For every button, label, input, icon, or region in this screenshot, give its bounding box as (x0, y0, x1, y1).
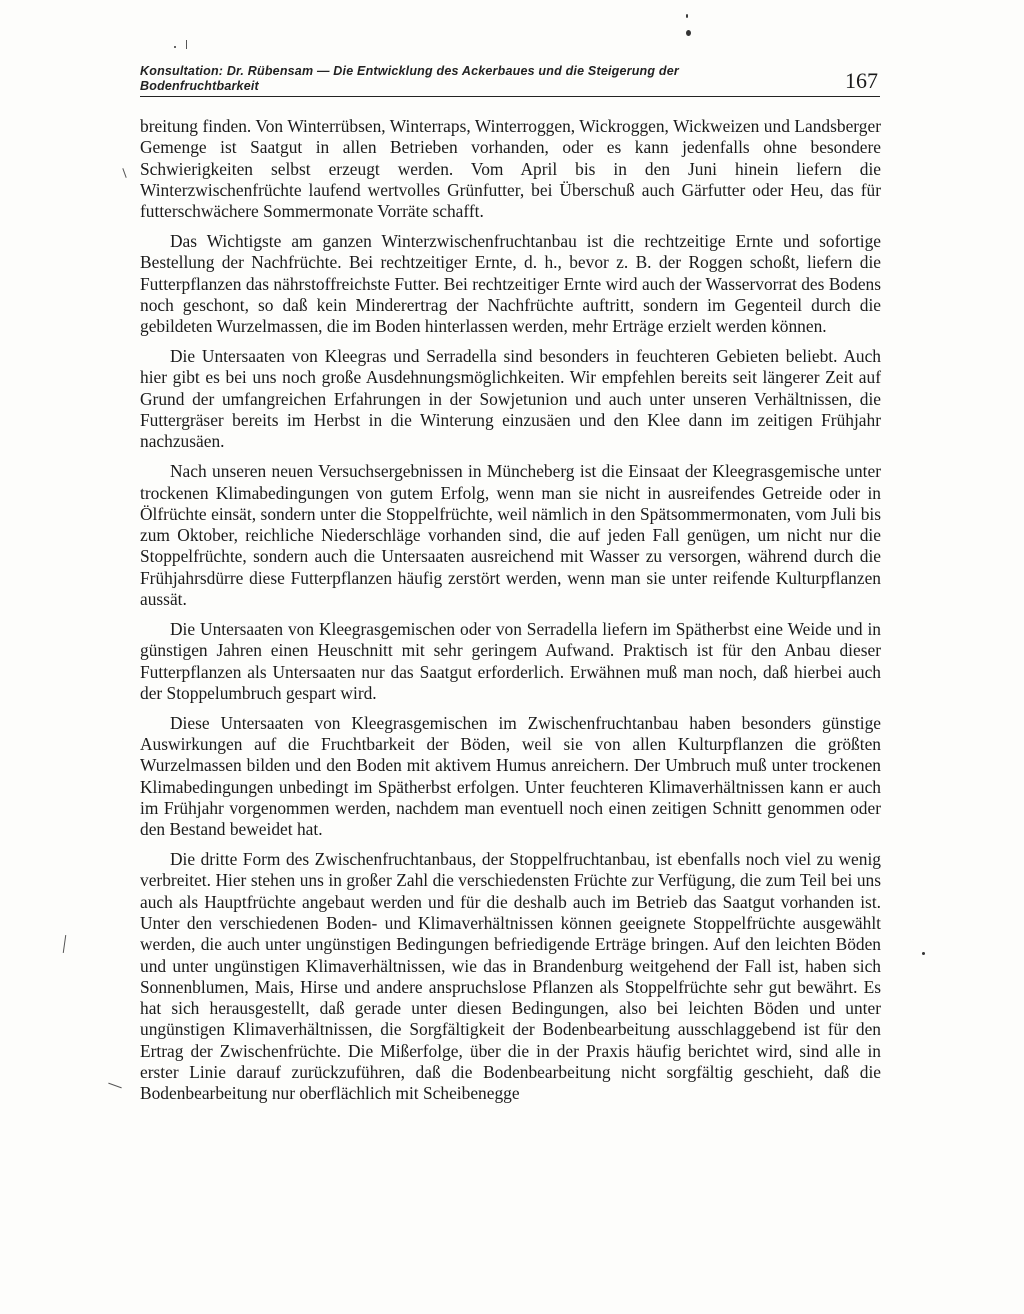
body-text (140, 116, 881, 1113)
header-line-1: Konsultation: Dr. Rübensam — Die Entwicklung des Ackerbaues und die Steigerung der (140, 64, 679, 78)
paragraph-3: Die Untersaaten von Kleegras und Serradella sind besonders in feuchteren Gebieten beliebt. Auch hier gibt es bei uns noch große Ausdehnungsmöglichkeiten. Wir empfehlen bereits seit längerer Zeit auf Grund der umfangreichen Erfahrungen in der Sowjetunion und auch unter unseren Verhältnissen, die Futtergräser bereits im Herbst in die Winterung einzusäen und den Klee dann im zeitigen Frühjahr nachzusäen. (140, 346, 881, 452)
paragraph-5: Die Untersaaten von Kleegrasgemischen oder von Serradella liefern im Spätherbst eine Weide und in günstigen Jahren einen Heuschnitt mit sehr geringem Aufwand. Praktisch ist für den Anbau dieser Futterpflanzen als Untersaaten nur das Saatgut erforderlich. Erwähnen muß man noch, daß hierbei auch der Stoppelumbruch gespart wird. (140, 618, 881, 703)
page-number: 167 (845, 68, 878, 93)
scan-speck (686, 14, 688, 18)
scan-mark (186, 40, 187, 49)
scan-speck (922, 952, 925, 955)
scan-speck (686, 30, 691, 36)
header-title (140, 64, 820, 94)
scan-mark (122, 168, 126, 178)
paragraph-6: Diese Untersaaten von Kleegrasgemischen im Zwischenfruchtanbau haben besonders günstige Auswirkungen auf die Fruchtbarkeit der Böden, weil sie von allen Kulturpflanzen die größten Wurzelmassen bilden und den Boden mit aktivem Humus anreichern. Der Umbruch muß unter trockenen Klimabedingungen unbedingt im Spätherbst erfolgen. Unter feuchteren Klimaverhältnissen kann er auch im Frühjahr vorgenommen werden, nachdem man eventuell noch einen zeitigen Schnitt genommen oder den Bestand beweidet hat. (140, 712, 881, 840)
paragraph-2: Das Wichtigste am ganzen Winterzwischenfruchtanbau ist die rechtzeitige Ernte und sofortige Bestellung der Nachfrüchte. Bei rechtzeitiger Ernte, d. h., bevor z. B. der Roggen schoßt, liefern die Futterpflanzen das nährstoffreichste Futter. Bei rechtzeitiger Ernte wird auch der Wasservorrat des Bodens noch geschont, so daß kein Minderertrag der Nachfrüchte auftritt, sondern im Gegenteil durch die gebildeten Wurzelmassen, die im Boden hinterlassen werden, mehr Erträge erzielt werden können. (140, 231, 881, 337)
paragraph-7: Die dritte Form des Zwischenfruchtanbaus, der Stoppelfruchtanbau, ist ebenfalls noch viel zu wenig verbreitet. Hier stehen uns in großer Zahl die verschiedensten Früchte zur Verfügung, die zum Teil bei uns auch als Hauptfrüchte angebaut werden und für die deshalb auch im Betrieb das Saatgut vorhanden ist. Unter den verschiedenen Boden- und Klimaverhältnissen können geeignete Stoppelfrüchte ausgewählt werden, die auch unter ungünstigen Bedingungen befriedigende Erträge bringen. Auf den leichten Böden und unter ungünstigen Klimaverhältnissen, wie das in Brandenburg weitgehend der Fall ist, haben sich Sonnenblumen, Mais, Hirse und andere anspruchslose Pflanzen als Stoppelfrüchte sehr gut bewährt. Es hat sich herausgestellt, daß gerade unter diesen Bedingungen, also bei leichten Böden und unter ungünstigen Klimaverhältnissen, die Sorgfältigkeit der Bodenbearbeitung ausschlaggebend ist für den Ertrag der Zwischenfrüchte. Die Mißerfolge, über die in der Praxis häufig berichtet wird, sind alle in erster Linie darauf zurückzuführen, daß die Bodenbearbeitung nicht sorgfältig geschieht, daß die Bodenbearbeitung nur oberflächlich mit Scheibenegge (140, 849, 881, 1104)
paragraph-4: Nach unseren neuen Versuchsergebnissen in Müncheberg ist die Einsaat der Kleegrasgemische unter trockenen Klimabedingungen von gutem Erfolg, wenn man sie nicht in ausreifendes Getreide oder in Ölfrüchte einsät, sondern unter die Stoppelfrüchte, weil nämlich in den Spätsommermonaten, vom Juli bis zum Oktober, reichliche Niederschläge vorhanden sind, die auf jeden Fall genügen, um nicht nur die Stoppelfrüchte, sondern auch die Untersaaten ausreichend mit Wasser zu versorgen, während durch die Frühjahrsdürre diese Futterpflanzen häufig zerstört werden, wenn man sie unter reifende Kulturpflanzen aussät. (140, 461, 881, 610)
scan-mark (108, 1083, 121, 1089)
scan-speck (174, 46, 176, 48)
paragraph-1: breitung finden. Von Winterrübsen, Winterraps, Winterroggen, Wickroggen, Wickweizen und Landsberger Gemenge ist Saatgut in allen Betrieben vorhanden, oder es kann jedenfalls ohne besondere Schwierigkeiten selbst erzeugt werden. Vom April bis in den Juni hinein liefern die Winterzwischenfrüchte laufend wertvolles Grünfutter, bei Überschuß auch Gärfutter oder Heu, das für futterschwächere Sommermonate Vorräte schafft. (140, 116, 881, 222)
running-header (140, 64, 880, 97)
header-line-2: Bodenfruchtbarkeit (140, 79, 259, 93)
scan-mark (63, 935, 67, 953)
